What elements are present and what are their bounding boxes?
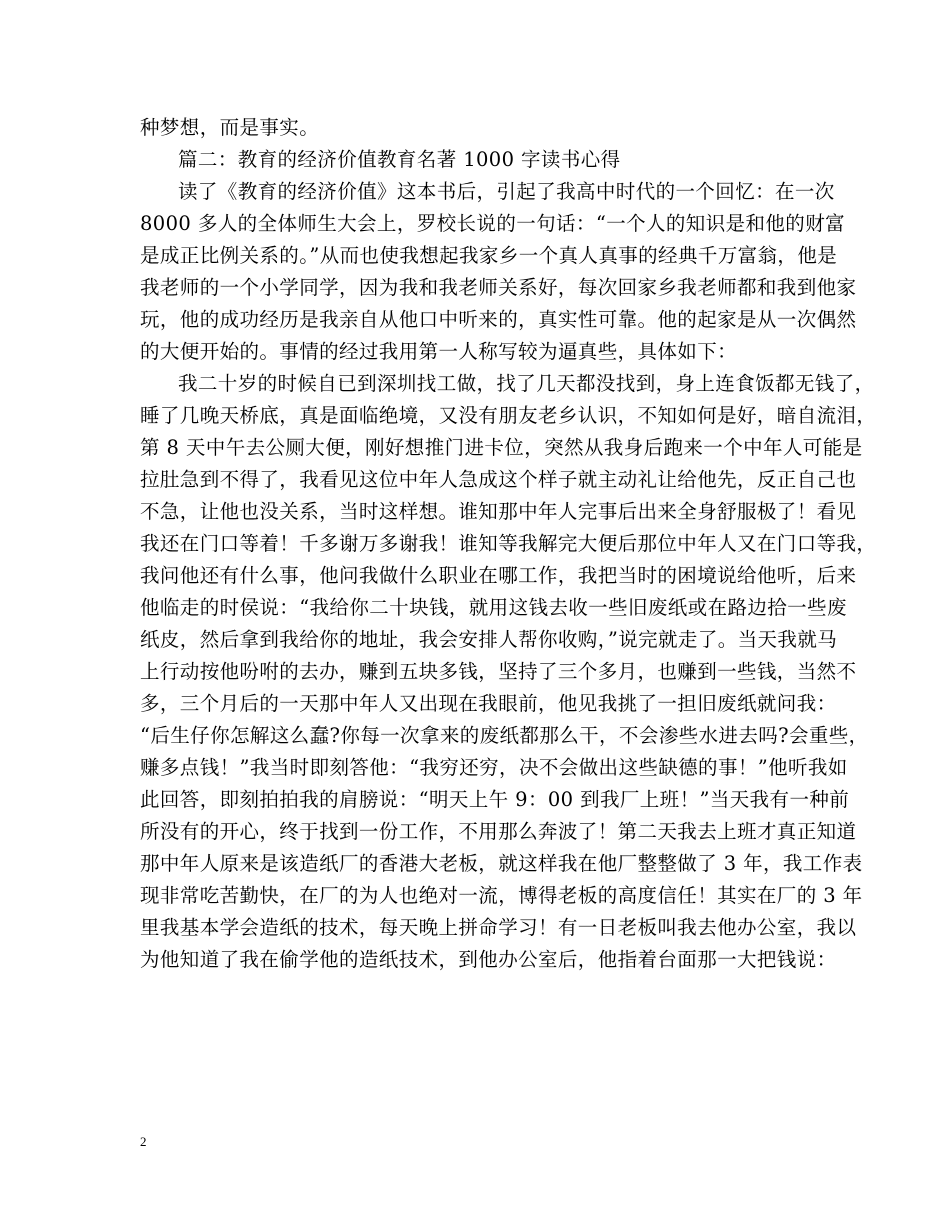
text-line: 种梦想，而是事实。 (140, 116, 320, 139)
text-line: 我老师的一个小学同学，因为我和我老师关系好，每次回家乡我老师都和我到他家 (140, 276, 857, 299)
text-line: 多，三个月后的一天那中年人又出现在我眼前，他见我挑了一担旧废纸就问我： (140, 692, 837, 715)
text-line: 他临走的时侯说：“我给你二十块钱，就用这钱去收一些旧废纸或在路边拾一些废 (140, 596, 847, 619)
text-line: “后生仔你怎解这么蠢?你每一次拿来的废纸都那么干，不会渗些水进去吗?会重些， (140, 724, 869, 747)
page-number: 2 (140, 1134, 147, 1149)
text-line: 那中年人原来是该造纸厂的香港大老板，就这样我在他厂整整做了 3 年，我工作表 (140, 852, 863, 875)
paragraph-first-line: 读了《教育的经济价值》这本书后，引起了我高中时代的一个回忆：在一次 (178, 180, 835, 203)
text-line: 所没有的开心，终于找到一份工作，不用那么奔波了！第二天我去上班才真正知道 (140, 820, 857, 843)
text-line: 玩，他的成功经历是我亲自从他口中听来的，真实性可靠。他的起家是从一次偶然 (140, 308, 857, 331)
text-line: 上行动按他吩咐的去办，赚到五块多钱，坚持了三个多月，也赚到一些钱，当然不 (140, 660, 857, 683)
text-line: 里我基本学会造纸的技术，每天晚上拼命学习！有一日老板叫我去他办公室，我以 (140, 916, 857, 939)
text-line: 我问他还有什么事，他问我做什么职业在哪工作，我把当时的困境说给他听，后来 (140, 564, 857, 587)
text-line: 赚多点钱！”我当时即刻答他：“我穷还穷，决不会做出这些缺德的事！”他听我如 (140, 756, 848, 779)
text-line: 此回答，即刻拍拍我的肩膀说：“明天上午 9：00 到我厂上班！”当天我有一种前 (140, 788, 850, 811)
text-line: 为他知道了我在偷学他的造纸技术，到他办公室后，他指着台面那一大把钱说： (140, 948, 837, 971)
text-line: 的大便开始的。事情的经过我用第一人称写较为逼真些，具体如下： (140, 340, 738, 363)
text-line: 是成正比例关系的。”从而也使我想起我家乡一个真人真事的经典千万富翁，他是 (140, 244, 838, 267)
paragraph-first-line: 我二十岁的时候自已到深圳找工做，找了几天都没找到，身上连食饭都无钱了， (178, 372, 875, 395)
text-line: 睡了几晚天桥底，真是面临绝境，又没有朋友老乡认识，不知如何是好，暗自流泪， (140, 404, 877, 427)
text-line: 纸皮，然后拿到我给你的地址，我会安排人帮你收购，”说完就走了。当天我就马 (140, 628, 838, 651)
section-heading: 篇二：教育的经济价值教育名著 1000 字读书心得 (178, 148, 621, 171)
text-line: 我还在门口等着！千多谢万多谢我！谁知等我解完大便后那位中年人又在门口等我， (140, 532, 877, 555)
text-line: 拉肚急到不得了，我看见这位中年人急成这个样子就主动礼让给他先，反正自己也 (140, 468, 857, 491)
text-line: 不急，让他也没关系，当时这样想。谁知那中年人完事后出来全身舒服极了！看见 (140, 500, 857, 523)
text-line: 现非常吃苦勤快，在厂的为人也绝对一流，博得老板的高度信任！其实在厂的 3 年 (140, 884, 863, 907)
text-line: 第 8 天中午去公厕大便，刚好想推门进卡位，突然从我身后跑来一个中年人可能是 (140, 436, 863, 459)
text-line: 8000 多人的全体师生大会上，罗校长说的一句话：“一个人的知识是和他的财富 (140, 212, 845, 235)
